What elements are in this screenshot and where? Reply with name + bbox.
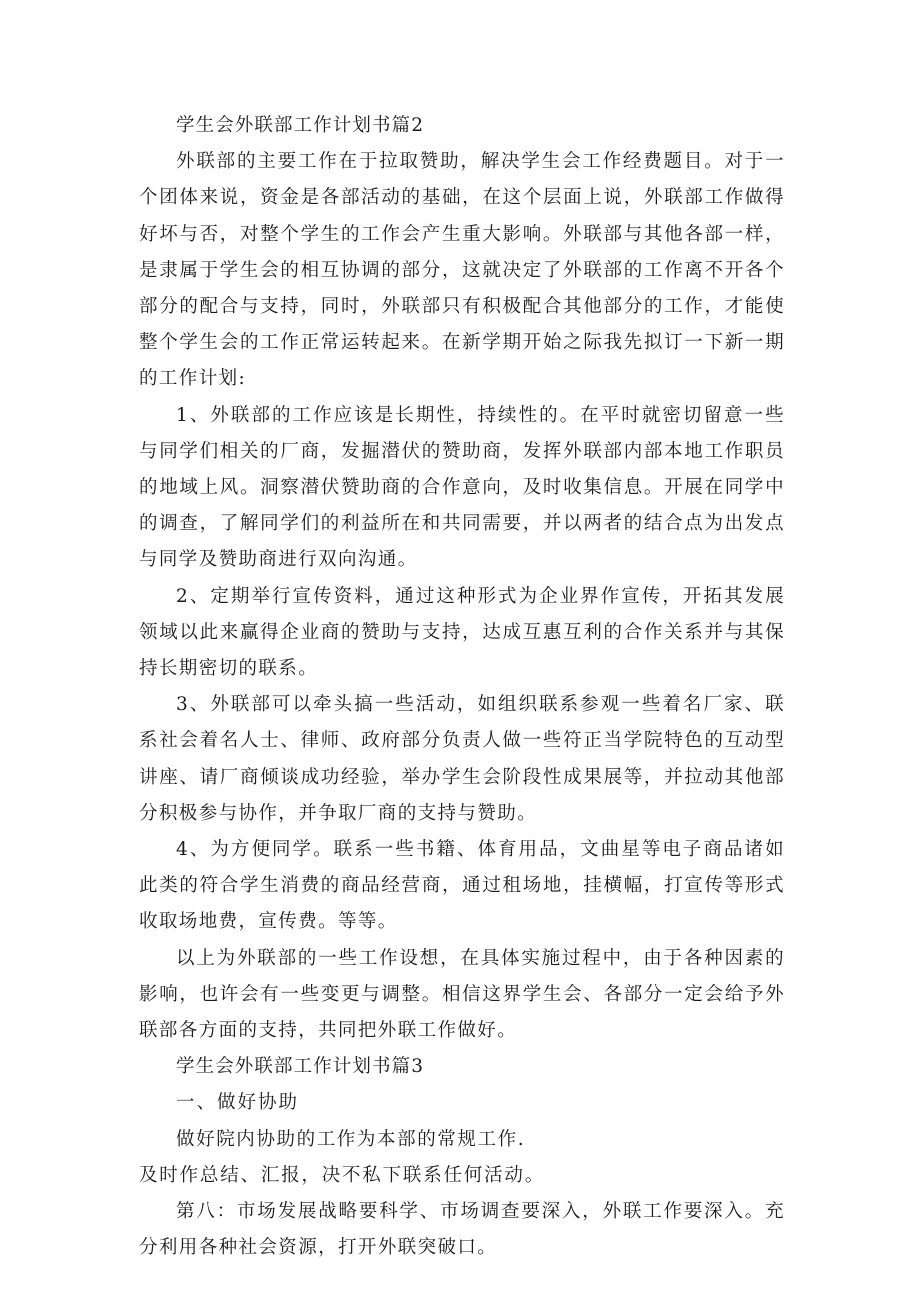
- list-item-4: 4、为方便同学。联系一些书籍、体育用品，文曲星等电子商品诸如此类的符合学生消费的商品经营商，通过租场地，挂横幅，打宣传等形式收取场地费，宣传费。等等。: [139, 839, 785, 933]
- list-item-1: 1、外联部的工作应该是长期性，持续性的。在平时就密切留意一些与同学们相关的厂商，发掘潜伏的赞助商，发挥外联部内部本地工作职员的地域上风。洞察潜伏赞助商的合作意向，及时收集信息。开展在同学中的调查，了解同学们的利益所在和共同需要，并以两者的结合点为出发点与同学及赞助商进行双向沟通。: [139, 404, 785, 571]
- section2-title: 学生会外联部工作计划书篇2: [176, 115, 425, 136]
- assist-line: 做好院内协助的工作为本部的常规工作.: [176, 1128, 526, 1150]
- report-line: 及时作总结、汇报，决不私下联系任何活动。: [139, 1164, 546, 1186]
- list-item-2: 2、定期举行宣传资料，通过这种形式为企业界作宣传，开拓其发展领域以此来赢得企业商的赞助与支持，达成互惠互利的合作关系并与其保持长期密切的联系。: [139, 585, 785, 680]
- closing-paragraph: 以上为外联部的一些工作设想，在具体实施过程中，由于各种因素的影响，也许会有一些变更与调整。相信这界学生会、各部分一定会给予外联部各方面的支持，共同把外联工作做好。: [139, 947, 785, 1042]
- list-item-3: 3、外联部可以牵头搞一些活动，如组织联系参观一些着名厂家、联系社会着名人士、律师、政府部分负责人做一些符正当学院特色的互动型讲座、请厂商倾谈成功经验，举办学生会阶段性成果展等，并拉动其他部分积极参与协作，并争取厂商的支持与赞助。: [139, 694, 785, 824]
- document-body: [139, 108, 785, 1267]
- intro-paragraph: 外联部的主要工作在于拉取赞助，解决学生会工作经费题目。对于一个团体来说，资金是各部活动的基础，在这个层面上说，外联部工作做得好坏与否，对整个学生的工作会产生重大影响。外联部与其他各部一样，是隶属于学生会的相互协调的部分，这就决定了外联部的工作离不开各个部分的配合与支持，同时，外联部只有积极配合其他部分的工作，才能使整个学生会的工作正常运转起来。在新学期开始之际我先拟订一下新一期的工作计划:: [139, 151, 785, 390]
- section3-title: 学生会外联部工作计划书篇3: [176, 1056, 425, 1078]
- list-item-8: 第八：市场发展战略要科学、市场调查要深入，外联工作要深入。充分利用各种社会资源，打开外联突破口。: [139, 1201, 785, 1259]
- subheading-assist: 一、做好协助: [176, 1092, 300, 1114]
